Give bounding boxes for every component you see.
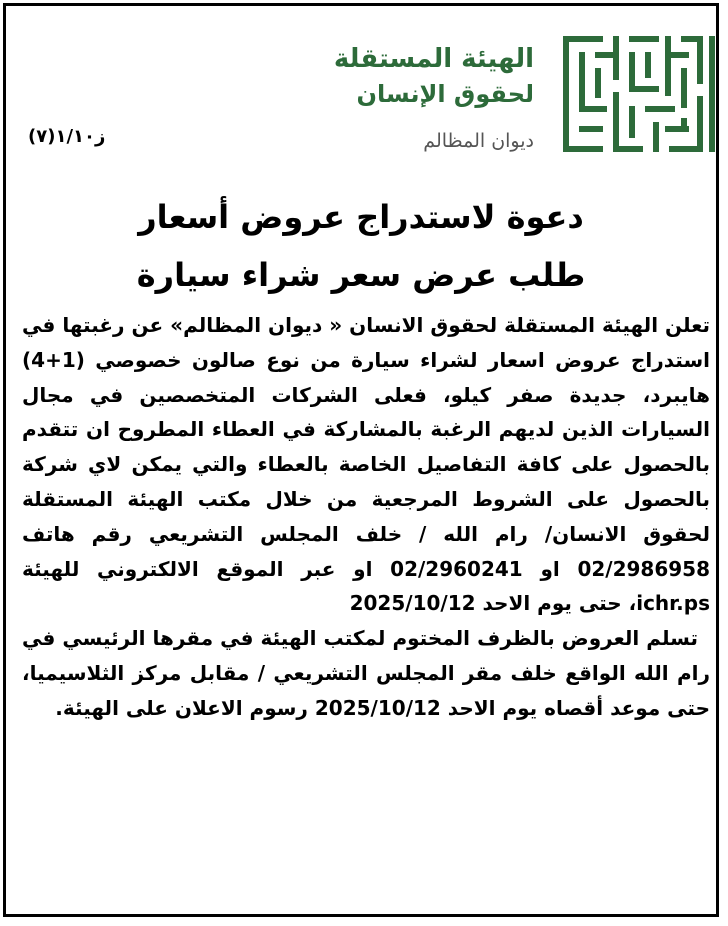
sub-title: طلب عرض سعر شراء سيارة bbox=[136, 256, 586, 294]
reference-number: ز١/١٠(٧) bbox=[28, 126, 106, 147]
organization-alt-name: ديوان المظالم bbox=[423, 130, 534, 152]
paragraph-submission: تسلم العروض بالظرف المختوم لمكتب الهيئة في مقرها الرئيسي في رام الله الواقع خلف مقر المجلس التشريعي / مقابل مركز الثلاسيميا، حتى موعد أقصاه يوم الاحد 2025/10/12 رسوم الاعلان على الهيئة. bbox=[22, 626, 710, 720]
organization-logo-mark bbox=[561, 34, 721, 154]
organization-subtitle: لحقوق الإنسان bbox=[356, 80, 534, 108]
header bbox=[6, 6, 716, 166]
advertisement-frame bbox=[3, 3, 719, 917]
announcement-body bbox=[22, 308, 710, 726]
paragraph-invitation: تعلن الهيئة المستقلة لحقوق الانسان « ديوان المظالم» عن رغبتها في استدراج عروض اسعار لشراء سيارة من نوع صالون خصوصي (1+4) هايبرد، جديدة صفر كيلو، فعلى الشركات المتخصصين في مجال السيارات الذين لديهم الرغبة بالمشاركة في العطاء المطروح ان تتقدم بالحصول على كافة التفاصيل الخاصة بالعطاء والتي يمكن لاي شركة بالحصول على الشروط المرجعية من خلال مكتب الهيئة المستقلة لحقوق الانسان/ رام الله / خلف المجلس التشريعي رقم هاتف 02/2986958 او 02/2960241 او عبر الموقع الالكتروني للهيئة ichr.ps، حتى يوم الاحد 2025/10/12 bbox=[22, 313, 710, 616]
organization-name: الهيئة المستقلة bbox=[333, 44, 534, 74]
main-title: دعوة لاستدراج عروض أسعار bbox=[138, 198, 584, 236]
